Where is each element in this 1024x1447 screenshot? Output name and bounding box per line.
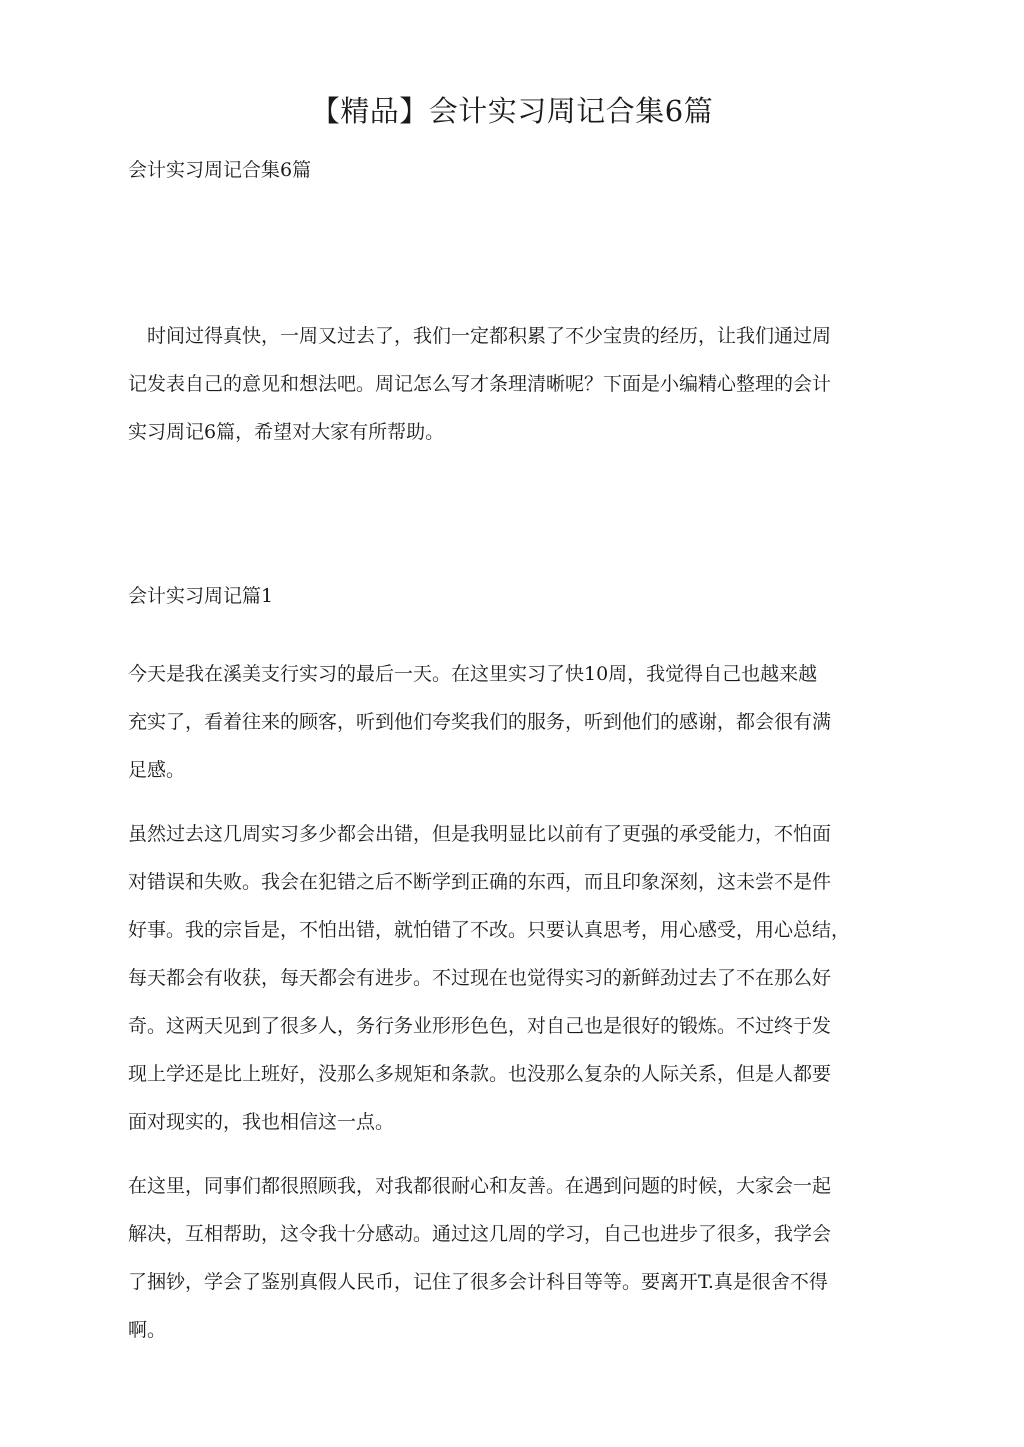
body-paragraph-2 xyxy=(128,810,900,1146)
document-subtitle: 会计实习周记合集6篇 xyxy=(128,159,312,181)
body-paragraph-1 xyxy=(128,650,900,794)
section-heading: 会计实习周记篇1 xyxy=(128,585,274,607)
paragraph-line: 了捆钞，学会了鉴别真假人民币，记住了很多会计科目等等。要离开T.真是很舍不得 xyxy=(128,1271,828,1293)
paragraph-line: 每天都会有收获，每天都会有进步。不过现在也觉得实习的新鲜劲过去了不在那么好 xyxy=(128,967,832,989)
paragraph-line: 奇。这两天见到了很多人，务行务业形形色色，对自己也是很好的锻炼。不过终于发 xyxy=(128,1015,832,1037)
intro-line: 实习周记6篇，希望对大家有所帮助。 xyxy=(128,421,445,443)
paragraph-line: 面对现实的，我也相信这一点。 xyxy=(128,1111,395,1133)
paragraph-line: 对错误和失败。我会在犯错之后不断学到正确的东西，而且印象深刻，这未尝不是件 xyxy=(128,871,832,893)
paragraph-line: 今天是我在溪美支行实习的最后一天。在这里实习了快10周，我觉得自己也越来越 xyxy=(128,663,818,685)
intro-line: 时间过得真快，一周又过去了，我们一定都积累了不少宝贵的经历，让我们通过周 xyxy=(128,325,832,347)
document-title: 【精品】会计实习周记合集6篇 xyxy=(310,94,714,128)
paragraph-line: 解决，互相帮助，这令我十分感动。通过这几周的学习，自己也进步了很多，我学会 xyxy=(128,1223,832,1245)
paragraph-line: 足感。 xyxy=(128,759,186,781)
intro-paragraph xyxy=(128,312,900,456)
paragraph-line: 好事。我的宗旨是，不怕出错，就怕错了不改。只要认真思考，用心感受，用心总结， xyxy=(128,919,851,941)
paragraph-line: 现上学还是比上班好，没那么多规矩和条款。也没那么复杂的人际关系，但是人都要 xyxy=(128,1063,832,1085)
paragraph-line: 充实了，看着往来的顾客，听到他们夸奖我们的服务，听到他们的感谢，都会很有满 xyxy=(128,711,832,733)
body-paragraph-3 xyxy=(128,1162,900,1354)
paragraph-line: 啊。 xyxy=(128,1319,167,1341)
intro-line: 记发表自己的意见和想法吧。周记怎么写才条理清晰呢？下面是小编精心整理的会计 xyxy=(128,373,832,395)
paragraph-line: 虽然过去这几周实习多少都会出错，但是我明显比以前有了更强的承受能力，不怕面 xyxy=(128,823,832,845)
paragraph-line: 在这里，同事们都很照顾我，对我都很耐心和友善。在遇到问题的时候，大家会一起 xyxy=(128,1175,832,1197)
